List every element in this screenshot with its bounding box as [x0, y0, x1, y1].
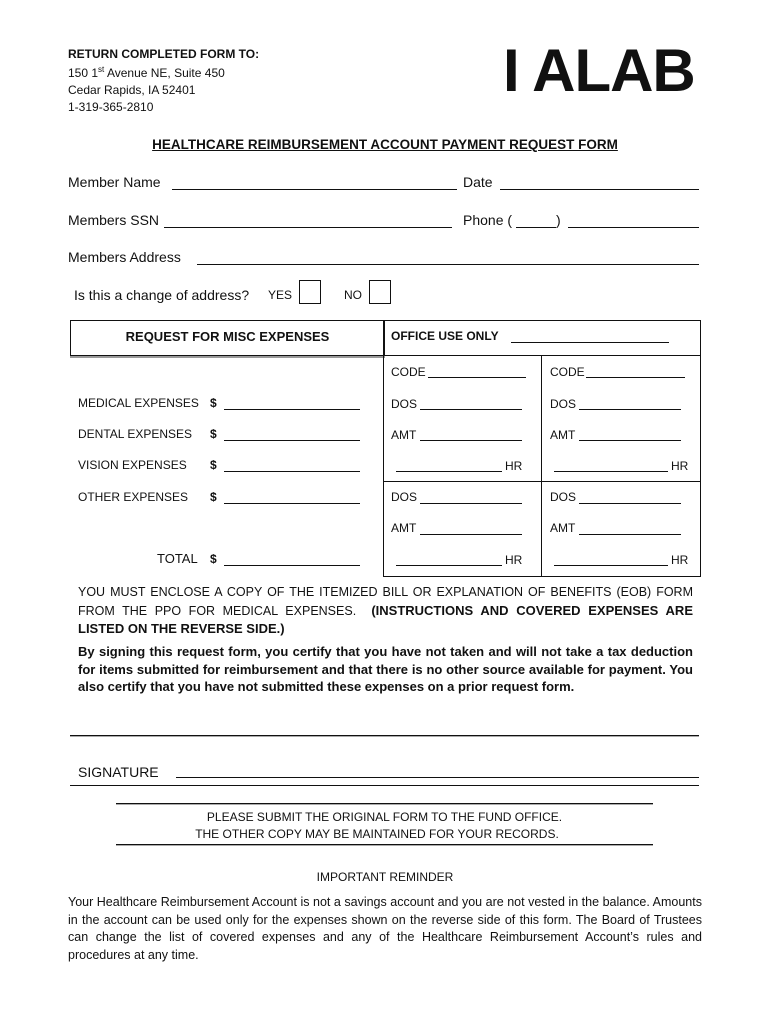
submit-bottom-rule: [116, 844, 653, 845]
dos-label-4: DOS: [550, 490, 577, 504]
dollar-sign: $: [210, 458, 217, 472]
signature-label: SIGNATURE: [78, 764, 159, 780]
street-rest: Avenue NE, Suite 450: [104, 66, 225, 80]
amt-label-3: AMT: [550, 428, 576, 442]
return-city: Cedar Rapids, IA 52401: [68, 83, 196, 97]
return-title: RETURN COMPLETED FORM TO:: [68, 47, 260, 61]
submit-line-1: PLEASE SUBMIT THE ORIGINAL FORM TO THE FUND OFFICE.: [206, 810, 563, 824]
street-ordinal: st: [98, 65, 105, 74]
dos-field-2[interactable]: [420, 503, 522, 504]
vision-expenses-label: VISION EXPENSES: [78, 458, 187, 472]
members-address-label: Members Address: [68, 249, 181, 265]
office-use-field[interactable]: [511, 342, 669, 343]
hr-label-4: HR: [671, 553, 689, 567]
vision-expenses-field[interactable]: [224, 471, 360, 472]
hr-label-3: HR: [671, 459, 689, 473]
amt-field-2[interactable]: [420, 534, 522, 535]
eob-notice-text: YOU MUST ENCLOSE A COPY OF THE ITEMIZED BILL OR EXPLANATION OF BENEFITS (EOB) FORM FROM THE PPO FOR MEDICAL EXPENSES.: [78, 585, 693, 618]
no-label: NO: [344, 288, 362, 302]
signature-divider: [70, 785, 699, 786]
member-name-field[interactable]: [172, 189, 457, 190]
date-field[interactable]: [500, 189, 699, 190]
other-expenses-label: OTHER EXPENSES: [78, 490, 189, 504]
section-divider: [70, 735, 699, 736]
dental-expenses-field[interactable]: [224, 440, 360, 441]
phone-label: Phone (: [463, 212, 513, 228]
ialab-logo: I ALAB: [503, 37, 695, 104]
hr-field-1[interactable]: [396, 471, 502, 472]
amt-label-2: AMT: [391, 521, 417, 535]
amt-field-4[interactable]: [579, 534, 681, 535]
total-label: TOTAL: [157, 551, 198, 566]
code-field-1[interactable]: [428, 377, 526, 378]
dollar-sign: $: [210, 552, 217, 566]
dos-label-3: DOS: [550, 397, 577, 411]
amt-field-3[interactable]: [579, 440, 681, 441]
hr-field-4[interactable]: [554, 565, 668, 566]
office-column-divider: [541, 355, 542, 576]
reminder-title: IMPORTANT REMINDER: [316, 870, 454, 884]
other-expenses-field[interactable]: [224, 503, 360, 504]
no-checkbox[interactable]: [369, 280, 391, 304]
eob-notice: [78, 584, 693, 639]
dos-label-1: DOS: [391, 397, 418, 411]
submit-line-2: THE OTHER COPY MAY BE MAINTAINED FOR YOUR RECORDS.: [195, 827, 559, 841]
members-ssn-label: Members SSN: [68, 212, 160, 228]
yes-checkbox[interactable]: [299, 280, 321, 304]
certification-text: By signing this request form, you certify that you have not taken and will not take a tax deduction for items submitted for reimbursement and that there is no other source available for payment. You also certify that you have not submitted these expenses on a prior request form.: [78, 644, 693, 694]
phone-number-field[interactable]: [568, 227, 699, 228]
dollar-sign: $: [210, 396, 217, 410]
dos-label-2: DOS: [391, 490, 418, 504]
dos-field-3[interactable]: [579, 409, 681, 410]
reminder-text: Your Healthcare Reimbursement Account is not a savings account and you are not vested in the balance. Amounts in the account can be used only for the expenses shown on the reverse side of this form. The Board of Trustees can change the list of covered expenses and any of the Healthcare Reimbursement Account’s rules and procedures at any time.: [68, 895, 702, 962]
date-label: Date: [463, 174, 493, 190]
members-address-field[interactable]: [197, 264, 699, 265]
dental-expenses-label: DENTAL EXPENSES: [78, 427, 193, 441]
members-ssn-field[interactable]: [164, 227, 452, 228]
hr-field-3[interactable]: [554, 471, 668, 472]
medical-expenses-field[interactable]: [224, 409, 360, 410]
instructions-note: (INSTRUCTIONS AND COVERED EXPENSES ARE LISTED ON THE REVERSE SIDE.): [78, 602, 693, 636]
hr-label-1: HR: [505, 459, 523, 473]
dollar-sign: $: [210, 427, 217, 441]
street-number: 150 1: [68, 66, 99, 80]
office-use-label: OFFICE USE ONLY: [391, 329, 499, 343]
return-street: [68, 65, 225, 80]
hr-label-2: HR: [505, 553, 523, 567]
total-field[interactable]: [224, 565, 360, 566]
phone-close-paren: ): [556, 212, 561, 228]
amt-label-4: AMT: [550, 521, 576, 535]
change-address-question: Is this a change of address?: [74, 287, 250, 303]
dos-field-4[interactable]: [579, 503, 681, 504]
code-field-2[interactable]: [586, 377, 685, 378]
code-label-1: CODE: [391, 365, 426, 379]
yes-label: YES: [268, 288, 293, 302]
phone-area-code-field[interactable]: [516, 227, 556, 228]
return-phone: 1-319-365-2810: [68, 100, 154, 114]
member-name-label: Member Name: [68, 174, 161, 190]
hr-field-2[interactable]: [396, 565, 502, 566]
office-use-box: [383, 320, 701, 577]
submit-top-rule: [116, 803, 653, 804]
signature-field[interactable]: [176, 777, 699, 778]
code-label-2: CODE: [550, 365, 585, 379]
amt-label-1: AMT: [391, 428, 417, 442]
dollar-sign: $: [210, 490, 217, 504]
amt-field-1[interactable]: [420, 440, 522, 441]
form-title: HEALTHCARE REIMBURSEMENT ACCOUNT PAYMENT REQUEST FORM: [152, 137, 618, 152]
dos-field-1[interactable]: [420, 409, 522, 410]
request-header-label: REQUEST FOR MISC EXPENSES: [125, 329, 330, 344]
medical-expenses-label: MEDICAL EXPENSES: [78, 396, 199, 410]
